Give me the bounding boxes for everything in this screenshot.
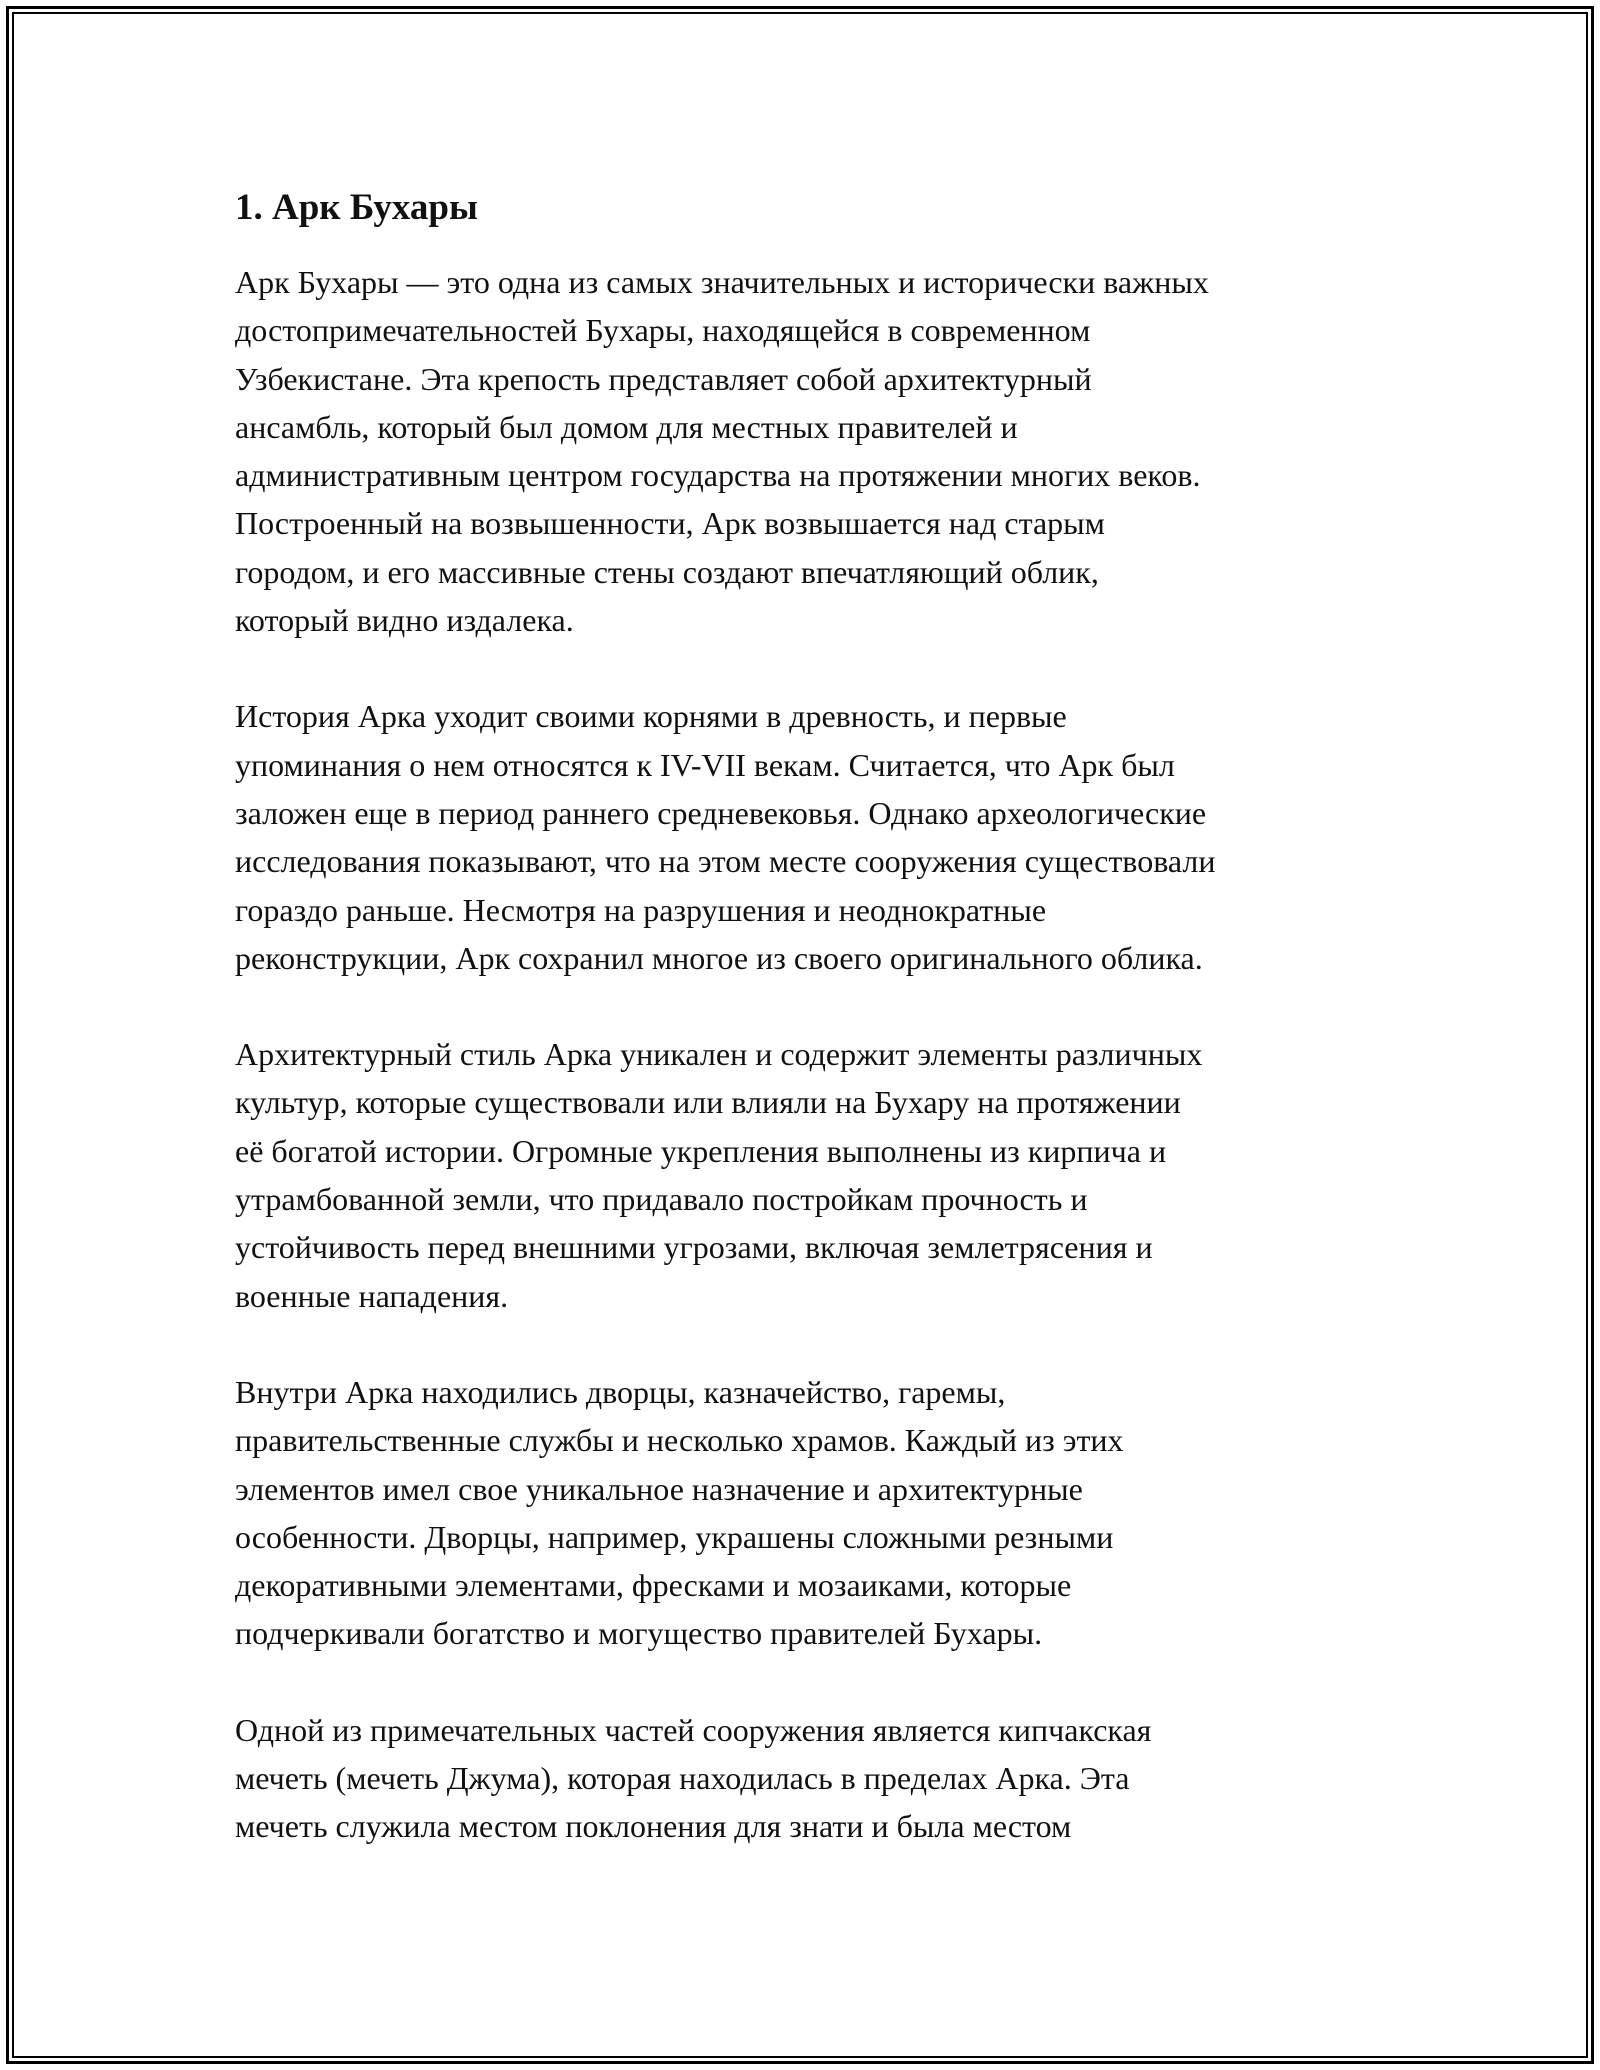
document-page bbox=[235, 178, 1385, 1899]
paragraph-2: История Арка уходит своими корнями в древность, и первые упоминания о нем относятся к IV-VII векам. Считается, что Арк был заложен еще в период раннего средневековья. Однако археологические исследования показывают, что на этом месте сооружения существовали гораздо раньше. Несмотря на разрушения и неоднократные реконструкции, Арк сохранил многое из своего оригинального облика. bbox=[235, 698, 1216, 976]
paragraph-1: Арк Бухары — это одна из самых значительных и исторически важных достопримечательностей Бухары, находящейся в современном Узбекистане. Эта крепость представляет собой архитектурный ансамбль, который был домом для местных правителей и административным центром государства на протяжении многих веков. Построенный на возвышенности, Арк возвышается над старым городом, и его массивные стены создают впечатляющий облик, который видно издалека. bbox=[235, 264, 1209, 639]
paragraph-3: Архитектурный стиль Арка уникален и содержит элементы различных культур, которые существовали или влияли на Бухару на протяжении её богатой истории. Огромные укрепления выполнены из кирпича и утрамбованной земли, что придавало постройкам прочность и устойчивость перед внешними угрозами, включая землетрясения и военные нападения. bbox=[235, 1036, 1203, 1314]
document-title: 1. Арк Бухары bbox=[235, 187, 478, 228]
paragraph-4: Внутри Арка находились дворцы, казначейство, гаремы, правительственные службы и несколько храмов. Каждый из этих элементов имел свое уникальное назначение и архитектурные особенности. Дворцы, например, украшены сложными резными декоративными элементами, фресками и мозаиками, которые подчеркивали богатство и могущество правителей Бухары. bbox=[235, 1373, 1124, 1652]
paragraph-5: Одной из примечательных частей сооружения является кипчакская мечеть (мечеть Джума), которая находилась в пределах Арка. Эта мечеть служила местом поклонения для знати и была местом bbox=[235, 1711, 1152, 1845]
